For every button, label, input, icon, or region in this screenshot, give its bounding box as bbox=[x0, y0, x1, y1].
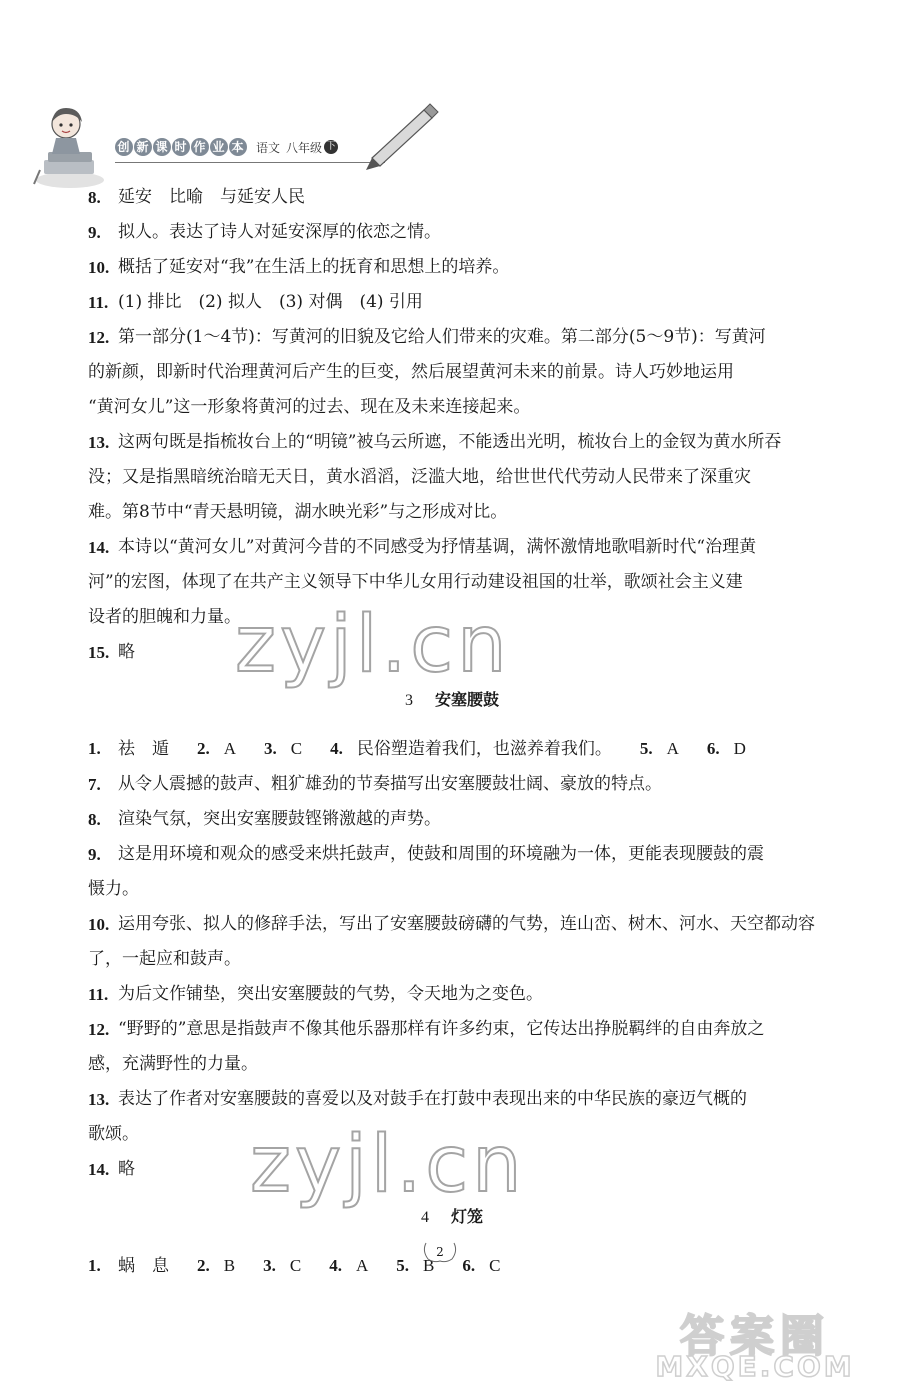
logo-top-text: 答案圈 bbox=[680, 1311, 830, 1362]
answer-text-line: 这是用环境和观众的感受来烘托鼓声，使鼓和周围的环境融为一体，更能表现腰鼓的震 bbox=[118, 844, 764, 864]
answer-item bbox=[88, 1152, 816, 1187]
answer-item bbox=[88, 425, 816, 530]
answer-text-line: 感，充满野性的力量。 bbox=[88, 1054, 258, 1074]
answer-text-line: 概括了延安对“我”在生活上的抚育和思想上的培养。 bbox=[118, 257, 510, 277]
answer-number: 12. bbox=[88, 328, 110, 347]
answer-text-line: 河”的宏图，体现了在共产主义领导下中华儿女用行动建设祖国的壮举，歌颂社会主义建 bbox=[88, 572, 743, 592]
answer-number: 13. bbox=[88, 433, 110, 452]
answer-text-line: 运用夸张、拟人的修辞手法，写出了安塞腰鼓磅礴的气势，连山峦、树木、河水、天空都动容 bbox=[118, 914, 815, 934]
answer-item bbox=[88, 530, 816, 635]
answer-text-line: 渲染气氛，突出安塞腰鼓铿锵激越的声势。 bbox=[118, 809, 441, 829]
answer-value: B bbox=[223, 1256, 236, 1275]
answer-item bbox=[88, 767, 816, 802]
answer-content bbox=[88, 180, 816, 1284]
answer-number: 10. bbox=[88, 258, 110, 277]
answer-text-line: 歌颂。 bbox=[88, 1124, 139, 1144]
answer-value: 民俗塑造着我们，也滋养着我们。 bbox=[356, 739, 612, 758]
answer-text-line: 略 bbox=[118, 1159, 135, 1179]
section-heading-3 bbox=[88, 682, 816, 719]
answer-value: C bbox=[289, 1256, 302, 1275]
volume-badge: 下 bbox=[326, 141, 337, 152]
section-heading-4 bbox=[88, 1199, 816, 1236]
answer-value: D bbox=[733, 739, 746, 758]
answer-item bbox=[88, 907, 816, 977]
answer-item bbox=[88, 802, 816, 837]
answer-text-line: 难。第8节中“青天悬明镜，湖水映光彩”与之形成对比。 bbox=[88, 502, 508, 522]
answer-text-line: 从令人震撼的鼓声、粗犷雄劲的节奏描写出安塞腰鼓壮阔、豪放的特点。 bbox=[118, 774, 662, 794]
answer-text-line: 第一部分(1～4节)：写黄河的旧貌及它给人们带来的灾难。第二部分(5～9节)：写黄河 bbox=[118, 327, 766, 347]
answer-item bbox=[88, 1012, 816, 1082]
watermark-text: zyjl.cn bbox=[235, 600, 511, 690]
answer-item bbox=[88, 1082, 816, 1152]
answer-text-line: 表达了作者对安塞腰鼓的喜爱以及对鼓手在打鼓中表现出来的中华民族的豪迈气概的 bbox=[118, 1089, 747, 1109]
answer-number: 3. bbox=[264, 739, 277, 758]
answer-text-line: 这两句既是指梳妆台上的“明镜”被乌云所遮，不能透出光明，梳妆台上的金钗为黄水所吞 bbox=[118, 432, 782, 452]
answer-number: 4. bbox=[330, 739, 343, 758]
answer-value: B bbox=[422, 1256, 435, 1275]
answer-number: 7. bbox=[88, 775, 101, 794]
answer-number: 2. bbox=[197, 1256, 210, 1275]
answer-number: 10. bbox=[88, 915, 110, 934]
section-number: 4 bbox=[420, 1209, 429, 1226]
section-title: 安塞腰鼓 bbox=[434, 690, 499, 709]
answer-text-line: 慑力。 bbox=[88, 879, 139, 899]
answer-number: 11. bbox=[88, 293, 109, 312]
answer-number: 14. bbox=[88, 1160, 110, 1179]
answer-number: 13. bbox=[88, 1090, 110, 1109]
answer-number: 11. bbox=[88, 985, 109, 1004]
answer-text-line: 为后文作铺垫，突出安塞腰鼓的气势，令天地为之变色。 bbox=[118, 984, 543, 1004]
answer-item bbox=[88, 285, 816, 320]
grade-label: 八年级 bbox=[286, 140, 323, 155]
answer-number: 4. bbox=[329, 1256, 342, 1275]
brand-banner bbox=[115, 138, 338, 156]
subject-label: 语文 bbox=[256, 140, 281, 155]
answer-item bbox=[88, 320, 816, 425]
answer-text-line: 的新颜，即新时代治理黄河后产生的巨变，然后展望黄河未来的前景。诗人巧妙地运用 bbox=[88, 362, 734, 382]
answer-number: 9. bbox=[88, 223, 101, 242]
answer-number: 8. bbox=[88, 810, 101, 829]
answer-number: 9. bbox=[88, 845, 101, 864]
corner-watermark-logo bbox=[620, 1300, 890, 1385]
answer-value: C bbox=[290, 739, 303, 758]
answer-value: A bbox=[355, 1256, 369, 1275]
answer-number: 5. bbox=[396, 1256, 409, 1275]
pencil-icon bbox=[360, 100, 440, 170]
answer-number: 3. bbox=[263, 1256, 276, 1275]
answer-number: 14. bbox=[88, 538, 110, 557]
answer-value: A bbox=[223, 739, 237, 758]
answer-item bbox=[88, 250, 816, 285]
answer-value: A bbox=[666, 739, 679, 758]
answer-text-line: 没；又是指黑暗统治暗无天日，黄水滔滔，泛滥大地，给世世代代劳动人民带来了深重灾 bbox=[88, 467, 751, 487]
answer-number: 8. bbox=[88, 188, 101, 207]
answer-text-line: (1) 排比 (2) 拟人 (3) 对偶 (4) 引用 bbox=[118, 292, 423, 312]
answer-row-inline: 1. 祛 遁 2. A 3. C 4. 民俗塑造着我们，也滋养着我们。 5. A 6. D bbox=[88, 739, 746, 759]
question-list-b bbox=[88, 767, 816, 1187]
section-title: 灯笼 bbox=[450, 1207, 483, 1226]
answer-row-inline: 1. 蜗 息 2. B 3. C 4. A 5. B 6. C bbox=[88, 1256, 501, 1276]
section-number: 3 bbox=[404, 692, 413, 709]
answer-value: C bbox=[489, 1256, 501, 1275]
answer-item bbox=[88, 837, 816, 907]
answer-text-line: 拟人。表达了诗人对延安深厚的依恋之情。 bbox=[118, 222, 441, 242]
answer-number: 2. bbox=[197, 739, 210, 758]
header-rule bbox=[115, 162, 385, 163]
answer-number: 5. bbox=[639, 739, 653, 758]
answer-item bbox=[88, 215, 816, 250]
watermark-text: zyjl.cn bbox=[250, 1120, 526, 1210]
question-list-a bbox=[88, 180, 816, 670]
answer-text-line: 延安 比喻 与延安人民 bbox=[118, 187, 305, 207]
brand-title: 创 新 课 时 作 业 本 bbox=[115, 138, 248, 156]
page-number: 2 bbox=[420, 1237, 460, 1267]
page-header bbox=[30, 100, 450, 190]
answer-text-line: 本诗以“黄河女儿”对黄河今昔的不同感受为抒情基调，满怀激情地歌唱新时代“治理黄 bbox=[118, 537, 757, 557]
answer-number: 12. bbox=[88, 1020, 110, 1039]
answer-number: 6. bbox=[706, 739, 720, 758]
answer-text-line: 设者的胆魄和力量。 bbox=[88, 607, 241, 627]
answer-number: 15. bbox=[88, 643, 110, 662]
answer-text-line: “野野的”意思是指鼓声不像其他乐器那样有许多约束，它传达出挣脱羁绊的自由奔放之 bbox=[118, 1019, 765, 1039]
logo-bottom-text: MXQE.COM bbox=[655, 1350, 855, 1383]
answer-text-line: 了，一起应和鼓声。 bbox=[88, 949, 241, 969]
answer-text-line: 略 bbox=[118, 642, 135, 662]
mascot-girl-icon bbox=[30, 100, 110, 190]
answer-item bbox=[88, 635, 816, 670]
answer-text-line: “黄河女儿”这一形象将黄河的过去、现在及未来连接起来。 bbox=[88, 397, 531, 417]
answer-number: 6. bbox=[462, 1256, 476, 1275]
answer-item bbox=[88, 977, 816, 1012]
answer-item bbox=[88, 180, 816, 215]
